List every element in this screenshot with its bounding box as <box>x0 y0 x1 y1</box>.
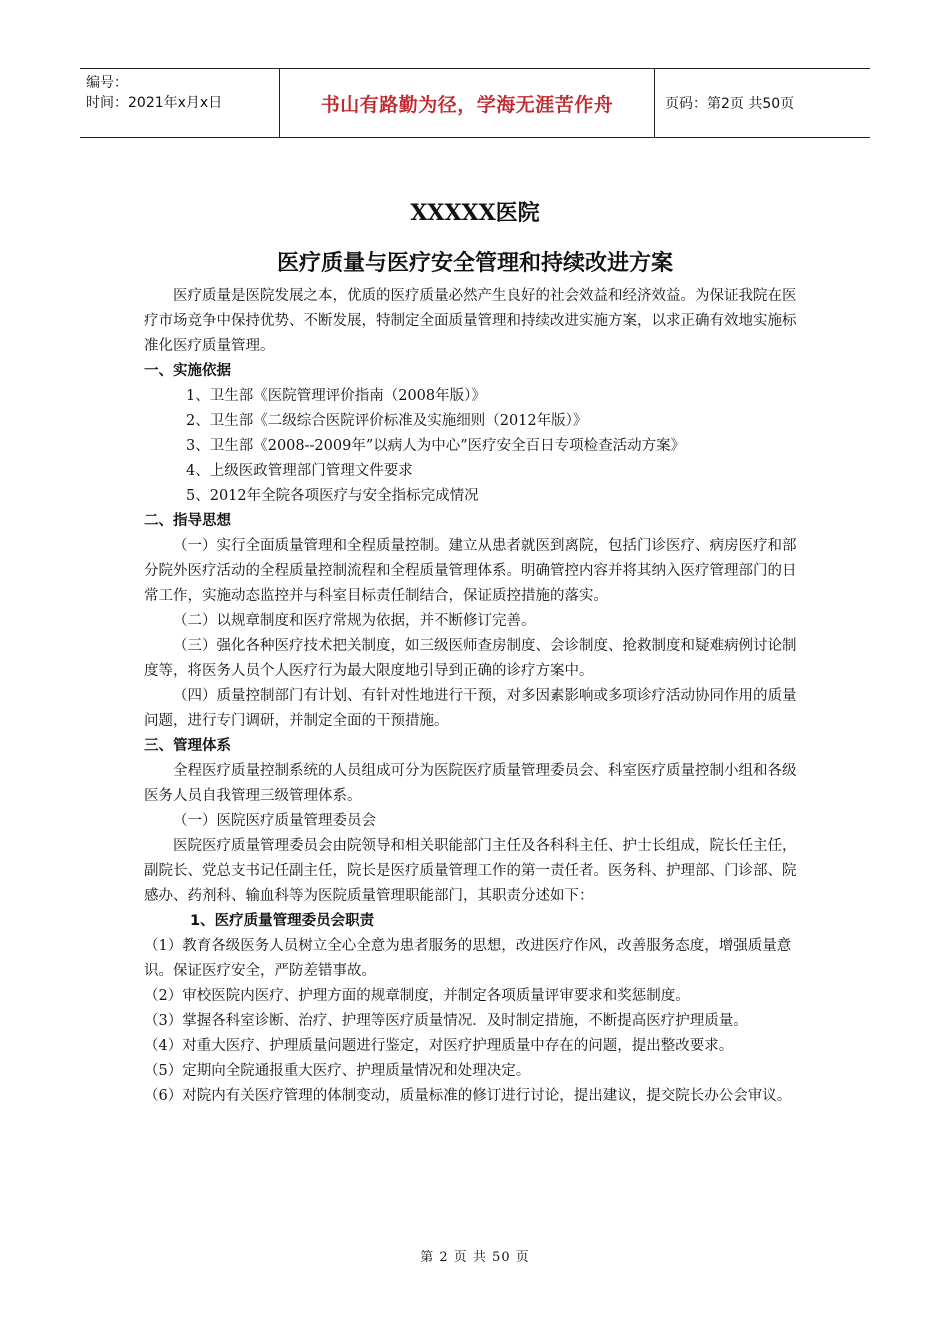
code-label: 编号： <box>86 75 128 91</box>
list-item: 4、上级医政管理部门管理文件要求 <box>186 463 413 479</box>
duty-item: （3）掌握各科室诊断、治疗、护理等医疗质量情况．及时制定措施，不断提高医疗护理质量。 <box>144 1013 748 1029</box>
paragraph: （三）强化各种医疗技术把关制度，如三级医师查房制度、会诊制度、抢救制度和疑难病例讨论制度等，将医务人员个人医疗行为最大限度地引导到正确的诊疗方案中。 <box>144 638 797 679</box>
paragraph: （二）以规章制度和医疗常规为依据，并不断修订完善。 <box>173 613 536 629</box>
hospital-title: XXXXX医院 <box>410 200 540 226</box>
list-item: 3、卫生部《2008--2009年”以病人为中心”医疗安全百日专项检查活动方案》 <box>186 438 686 454</box>
subsection-title: （一）医院医疗质量管理委员会 <box>173 813 376 829</box>
document-body <box>144 284 808 1109</box>
document-title: 医疗质量与医疗安全管理和持续改进方案 <box>276 251 673 276</box>
duty-item: （4）对重大医疗、护理质量问题进行鉴定，对医疗护理质量中存在的问题，提出整改要求。 <box>144 1038 734 1054</box>
section-heading: 三、管理体系 <box>144 738 231 754</box>
paragraph: （四）质量控制部门有计划、有针对性地进行干预，对多因素影响或多项诊疗活动协同作用的质量问题，进行专门调研，并制定全面的干预措施。 <box>144 688 797 729</box>
duty-item: （2）审校医院内医疗、护理方面的规章制度，并制定各项质量评审要求和奖惩制度。 <box>144 988 690 1004</box>
header-meta <box>80 69 280 137</box>
section-heading: 二、指导思想 <box>144 513 231 529</box>
page-footer: 第 2 页 共 50 页 <box>420 1250 530 1265</box>
duty-item: （5）定期向全院通报重大医疗、护理质量情况和处理决定。 <box>144 1063 531 1079</box>
duty-item: （6）对院内有关医疗管理的体制变动，质量标准的修订进行讨论，提出建议，提交院长办公会审议。 <box>144 1088 792 1104</box>
paragraph: （一）实行全面质量管理和全程质量控制。建立从患者就医到离院，包括门诊医疗、病房医疗和部分院外医疗活动的全程质量控制流程和全程质量管理体系。明确管控内容并将其纳入医疗管理部门的日常工作，实施动态监控并与科室目标责任制结合，保证质控措施的落实。 <box>144 538 797 604</box>
page-header <box>80 68 870 138</box>
header-page-info: 页码：第2页 共50页 <box>665 96 795 112</box>
time-label: 时间：2021年x月x日 <box>86 95 223 111</box>
list-item: 2、卫生部《二级综合医院评价标准及实施细则（2012年版）》 <box>186 413 588 429</box>
header-motto: 书山有路勤为径，学海无涯苦作舟 <box>280 69 655 137</box>
intro-paragraph: 医疗质量是医院发展之本，优质的医疗质量必然产生良好的社会效益和经济效益。为保证我院在医疗市场竞争中保持优势、不断发展，特制定全面质量管理和持续改进实施方案，以求正确有效地实施标准化医疗质量管理。 <box>144 288 797 354</box>
paragraph: 医院医疗质量管理委员会由院领导和相关职能部门主任及各科科主任、护士长组成，院长任主任，副院长、党总支书记任副主任，院长是医疗质量管理工作的第一责任者。医务科、护理部、门诊部、院感办、药剂科、输血科等为医院质量管理职能部门，其职责分述如下： <box>144 838 797 904</box>
duty-item: （1）教育各级医务人员树立全心全意为患者服务的思想，改进医疗作风，改善服务态度，增强质量意识。保证医疗安全，严防差错事故。 <box>144 938 792 979</box>
section-heading: 一、实施依据 <box>144 363 231 379</box>
list-item: 1、卫生部《医院管理评价指南（2008年版）》 <box>186 388 486 404</box>
list-item: 5、2012年全院各项医疗与安全指标完成情况 <box>186 488 479 504</box>
duty-title: 1、医疗质量管理委员会职责 <box>190 913 375 929</box>
paragraph: 全程医疗质量控制系统的人员组成可分为医院医疗质量管理委员会、科室医疗质量控制小组和各级医务人员自我管理三级管理体系。 <box>144 763 797 804</box>
